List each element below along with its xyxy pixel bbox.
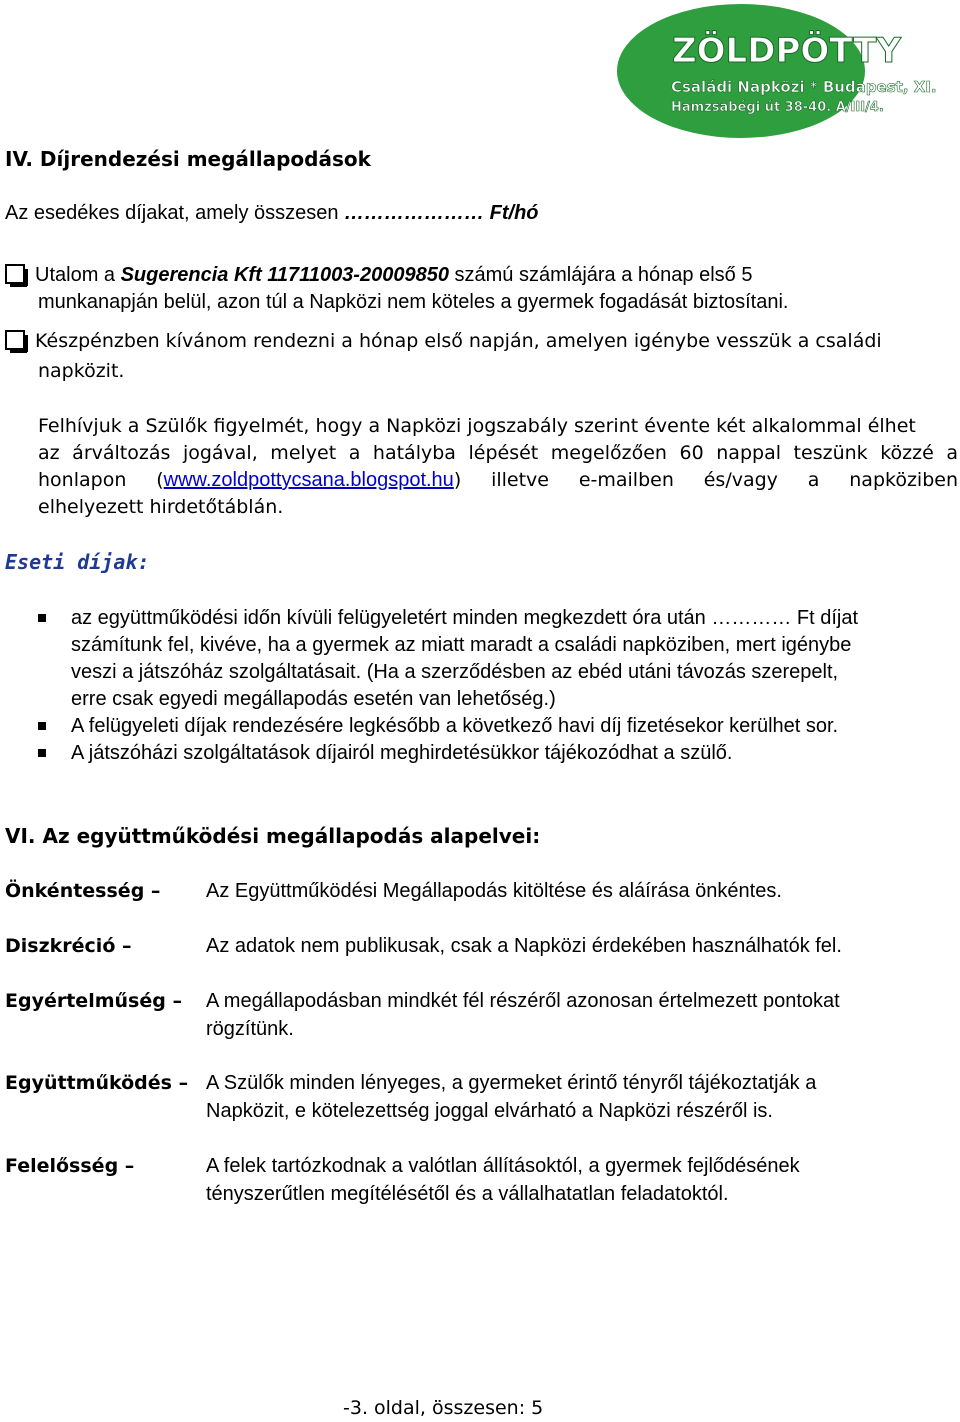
page-number: -3. oldal, összesen: 5 — [343, 1397, 544, 1419]
extra-fee-item-1-line1: az együttműködési időn kívüli felügyeletért minden megkezdett óra után ………… Ft díjat — [71, 607, 859, 629]
principle-desc: Az adatok nem publikusak, csak a Napközi érdekében használhatók fel. — [206, 935, 842, 957]
notice-line3-b: ) illetve e-mailben és/vagy a napköziben — [453, 469, 958, 491]
principle-desc: A felek tartózkodnak a valótlan állításoktól, a gyermek fejlődésének — [206, 1155, 800, 1177]
notice-line3 — [38, 467, 958, 494]
option1-prefix: Utalom a — [35, 264, 116, 286]
option2-line1: Készpénzben kívánom rendezni a hónap első napján, amelyen igénybe vesszük a családi — [35, 330, 882, 352]
fees-prefix: Az esedékes díjakat, amely összesen — [5, 202, 339, 224]
bullet-icon — [38, 749, 46, 757]
extra-fee-item-2: A felügyeleti díjak rendezésére legkésőbb a következő havi díj fizetésekor kerülhet sor. — [71, 715, 839, 737]
logo-line1: Családi Napközi * Budapest, XI. — [671, 78, 937, 96]
checkbox-icon[interactable] — [5, 330, 25, 350]
extra-fee-item-3: A játszóházi szolgáltatások díjairól meghirdetésükkor tájékozódhat a szülő. — [71, 742, 733, 764]
extra-fee-item-1-line2: számítunk fel, kivéve, ha a gyermek az miatt maradt a családi napköziben, mert igénybe — [71, 634, 852, 656]
principle-desc: tényszerűtlen megítélésétől és a vállalhatatlan feladatoktól. — [206, 1183, 729, 1205]
principle-term: Diszkréció – — [5, 935, 132, 957]
fees-line — [5, 200, 539, 227]
logo-graphic — [617, 4, 947, 138]
account-number: Sugerencia Kft 11711003-20009850 — [120, 264, 449, 286]
principle-desc: Az Együttműködési Megállapodás kitöltése és aláírása önkéntes. — [206, 880, 782, 902]
section-heading: IV. Díjrendezési megállapodások — [5, 147, 371, 171]
principle-term: Önkéntesség – — [5, 880, 161, 902]
fees-value: ………………… Ft/hó — [344, 202, 539, 224]
option1-suffix: számú számlájára a hónap első 5 — [454, 264, 753, 286]
notice-line3-a: honlapon ( — [38, 469, 164, 491]
bullet-icon — [38, 722, 46, 730]
notice-line2: az árváltozás jogával, melyet a hatályba lépését megelőzően 60 nappal teszünk közzé a — [38, 442, 958, 464]
principle-term: Felelősség – — [5, 1155, 135, 1177]
principle-desc: rögzítünk. — [206, 1018, 294, 1040]
principle-desc: A Szülők minden lényeges, a gyermeket érintő tényről tájékoztatják a — [206, 1072, 817, 1094]
notice-line4: elhelyezett hirdetőtáblán. — [38, 496, 284, 518]
extra-fees-heading: Eseti díjak: — [5, 550, 150, 574]
notice-line1: Felhívjuk a Szülők figyelmét, hogy a Napközi jogszabály szerint évente két alkalommal élhet — [38, 415, 916, 437]
section-heading: VI. Az együttműködési megállapodás alapelvei: — [5, 824, 541, 848]
principle-desc: A megállapodásban mindkét fél részéről azonosan értelmezett pontokat — [206, 990, 840, 1012]
website-link[interactable]: www.zoldpottycsana.blogspot.hu — [163, 469, 454, 491]
option1-line2: munkanapján belül, azon túl a Napközi nem köteles a gyermek fogadását biztosítani. — [38, 291, 789, 313]
payment-option-transfer[interactable] — [5, 262, 752, 289]
payment-option-cash[interactable] — [5, 328, 882, 355]
bullet-icon — [38, 614, 46, 622]
principle-term: Egyértelműség – — [5, 990, 182, 1012]
logo-line2: Hamzsabégi út 38-40. A/III/4. — [671, 100, 884, 115]
checkbox-icon[interactable] — [5, 264, 25, 284]
extra-fee-item-1-line4: erre csak egyedi megállapodás esetén van lehetőség.) — [71, 688, 556, 710]
principle-desc: Napközit, e kötelezettség joggal elvárható a Napközi részéről is. — [206, 1100, 773, 1122]
logo — [617, 4, 947, 138]
extra-fee-item-1-line3: veszi a játszóház szolgáltatásait. (Ha a szerződésben az ebéd utáni távozás szerepelt, — [71, 661, 839, 683]
logo-name: ZÖLDPÖTTY — [672, 31, 902, 71]
option2-line2: napközit. — [38, 360, 125, 382]
principle-term: Együttműködés – — [5, 1072, 189, 1094]
